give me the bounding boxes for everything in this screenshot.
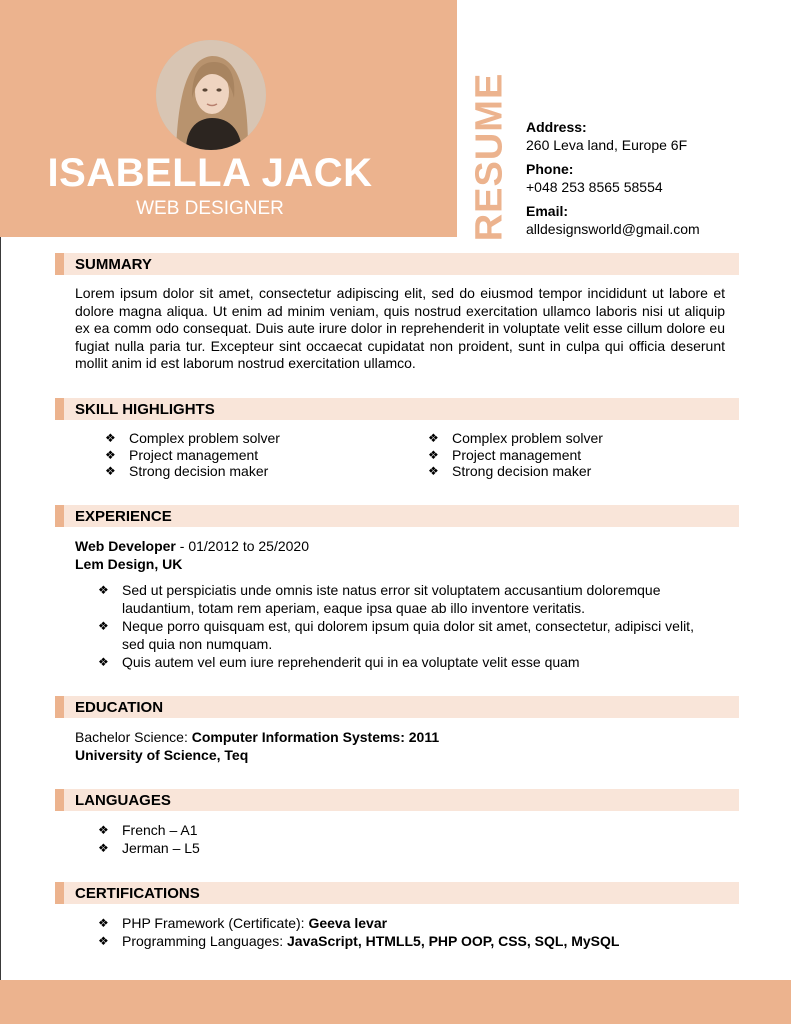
certification-value: JavaScript, HTMLL5, PHP OOP, CSS, SQL, MySQL (287, 933, 620, 949)
education-entry (75, 728, 439, 764)
experience-bullet (98, 582, 718, 617)
experience-company: Lem Design, UK (75, 556, 183, 572)
email-label: Email: (526, 203, 569, 219)
education-degree-line (75, 728, 439, 746)
diamond-bullet-icon: ❖ (98, 841, 109, 855)
section-header-education (55, 696, 739, 718)
education-degree-prefix: Bachelor Science: (75, 729, 192, 745)
section-title-languages: LANGUAGES (75, 792, 171, 809)
section-accent (55, 696, 64, 718)
certification-item (98, 932, 619, 950)
experience-dates: - 01/2012 to 25/2020 (175, 538, 309, 554)
experience-bullet (98, 618, 718, 653)
skill-item (428, 430, 603, 447)
footer-band (0, 980, 791, 1024)
section-header-summary (55, 253, 739, 275)
profile-photo (156, 40, 266, 150)
section-title-education: EDUCATION (75, 699, 164, 716)
section-accent (55, 789, 64, 811)
section-title-summary: SUMMARY (75, 256, 152, 273)
header-band (0, 0, 457, 237)
diamond-bullet-icon: ❖ (428, 447, 439, 462)
skills-list-right (428, 430, 603, 480)
address-label: Address: (526, 119, 587, 135)
certification-value: Geeva levar (308, 915, 388, 931)
phone-label: Phone: (526, 161, 574, 177)
skill-item-text: Project management (129, 446, 259, 463)
experience-bullet (98, 654, 718, 672)
section-title-skills: SKILL HIGHLIGHTS (75, 401, 215, 418)
email-value: alldesignsworld@gmail.com (526, 221, 700, 237)
section-header-skills (55, 398, 739, 420)
skill-item (428, 447, 603, 464)
section-header-languages (55, 789, 739, 811)
diamond-bullet-icon: ❖ (105, 431, 116, 445)
skill-item-text: Strong decision maker (129, 463, 269, 479)
phone-value: +048 253 8565 58554 (526, 179, 663, 195)
experience-header (75, 537, 309, 573)
diamond-bullet-icon: ❖ (105, 447, 116, 462)
skill-item-text: Strong decision maker (452, 463, 592, 479)
language-item (98, 839, 200, 857)
certifications-list (98, 914, 619, 950)
section-accent (55, 505, 64, 527)
address-value: 260 Leva land, Europe 6F (526, 137, 688, 153)
skill-item (105, 463, 280, 480)
diamond-bullet-icon: ❖ (98, 619, 109, 633)
language-item-text: French – A1 (122, 822, 198, 838)
certification-prefix: Programming Languages: (122, 933, 287, 949)
skill-item (105, 430, 280, 447)
language-item (98, 821, 200, 839)
job-title: WEB DESIGNER (136, 198, 284, 219)
skill-item-text: Project management (452, 446, 582, 463)
diamond-bullet-icon: ❖ (105, 464, 116, 478)
education-school: University of Science, Teq (75, 747, 249, 763)
summary-text: Lorem ipsum dolor sit amet, consectetur adipiscing elit, sed do eiusmod tempor incididunt ut labore et dolore magna aliqua. Ut enim ad minim veniam, quis nostrud exercitation ullamco laboris nisi ut aliquip ex ea comm odo consequat. Duis aute irure dolor in reprehenderit in voluptate velit esse cillum dolore eu fugiat nulla paria tur. Excepteur sint occaecat cupidatat non proident, sunt in culpa qui officia deserunt mollit anim id est laborum nostrud exercitation ullamco. (75, 285, 725, 372)
portrait-image (156, 40, 266, 150)
contact-block (526, 118, 700, 244)
contact-email (526, 202, 700, 238)
diamond-bullet-icon: ❖ (98, 916, 109, 930)
resume-vertical-text: RESUME (468, 72, 511, 242)
language-item-text: Jerman – L5 (122, 840, 200, 856)
certification-item (98, 914, 619, 932)
section-header-certifications (55, 882, 739, 904)
diamond-bullet-icon: ❖ (428, 464, 439, 478)
section-accent (55, 398, 64, 420)
skill-item-text: Complex problem solver (129, 430, 280, 446)
candidate-name: ISABELLA JACK (47, 151, 373, 195)
certification-prefix: PHP Framework (Certificate): (122, 915, 309, 931)
section-title-experience: EXPERIENCE (75, 508, 172, 525)
contact-phone (526, 160, 700, 196)
skill-item (428, 463, 603, 480)
experience-bullet-text: Sed ut perspiciatis unde omnis iste natus error sit voluptatem accusantium doloremque laudantium, totam rem aperiam, eaque ipsa quae ab illo inventore veritatis. (122, 582, 661, 616)
section-header-experience (55, 505, 739, 527)
diamond-bullet-icon: ❖ (428, 431, 439, 445)
diamond-bullet-icon: ❖ (98, 655, 109, 669)
education-degree: Computer Information Systems: 2011 (191, 729, 440, 745)
experience-bullet-text: Quis autem vel eum iure reprehenderit qui in ea voluptate velit esse quam (122, 654, 580, 670)
experience-bullet-text: Neque porro quisquam est, qui dolorem ipsum quia dolor sit amet, consectetur, adipisci velit, sed quia non numquam. (122, 618, 694, 652)
section-accent (55, 253, 64, 275)
section-accent (55, 882, 64, 904)
languages-list (98, 821, 200, 857)
experience-bullets (98, 582, 718, 673)
diamond-bullet-icon: ❖ (98, 583, 109, 597)
skills-list-left (105, 430, 280, 480)
diamond-bullet-icon: ❖ (98, 934, 109, 948)
experience-role: Web Developer (75, 538, 176, 554)
skill-item-text: Complex problem solver (452, 430, 603, 446)
section-title-certifications: CERTIFICATIONS (75, 885, 200, 902)
contact-address (526, 118, 700, 154)
skill-item (105, 447, 280, 464)
experience-role-line (75, 537, 309, 555)
diamond-bullet-icon: ❖ (98, 823, 109, 837)
